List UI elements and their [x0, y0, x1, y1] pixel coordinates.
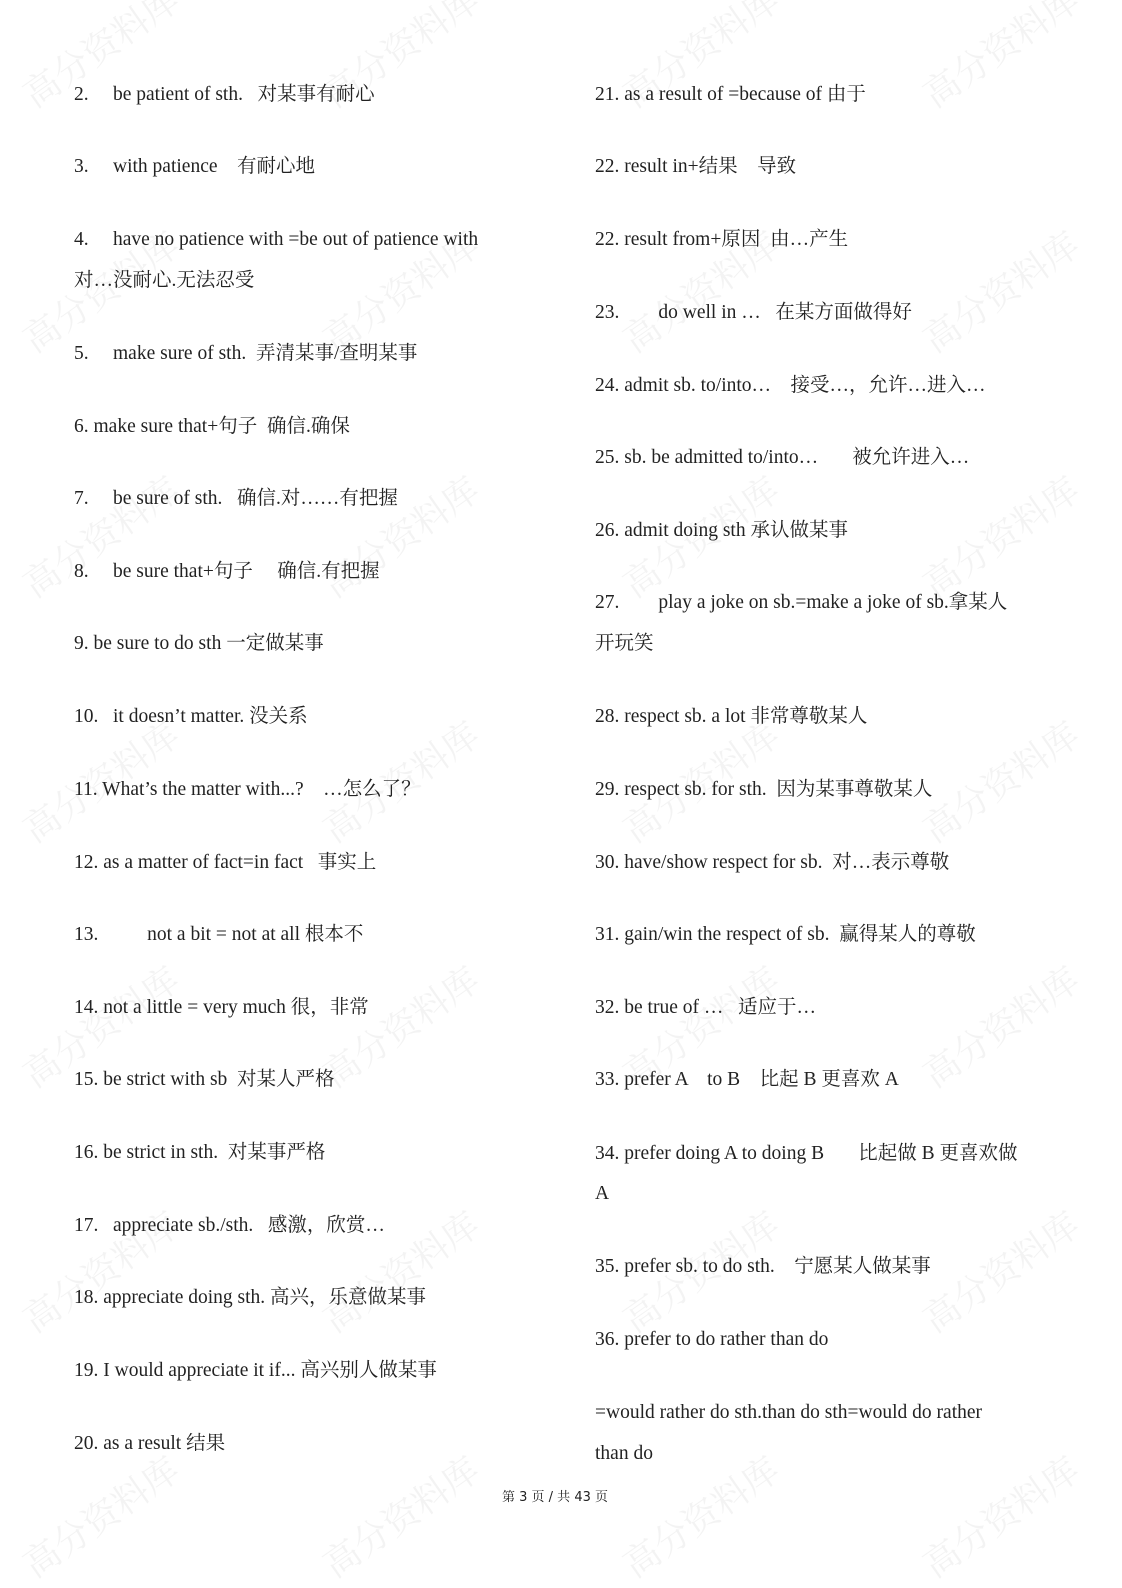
- phrase-line: 对…没耐心.无法忍受: [74, 270, 255, 291]
- phrase-line: 34. prefer doing A to doing B 比起做 B 更喜欢做: [595, 1143, 1018, 1164]
- phrase-line: 5. make sure of sth. 弄清某事/查明某事: [74, 343, 418, 364]
- phrase-line: 21. as a result of =because of 由于: [595, 84, 866, 105]
- phrase-line: 27. play a joke on sb.=make a joke of sb.拿某人: [595, 592, 1008, 613]
- watermark-text: [312, 953, 489, 1098]
- phrase-line: 19. I would appreciate it if... 高兴别人做某事: [74, 1360, 437, 1381]
- phrase-line: 15. be strict with sb 对某人严格: [74, 1069, 335, 1090]
- watermark-text: [912, 953, 1089, 1098]
- watermark-text: [912, 463, 1089, 608]
- page-footer: 第 3 页 / 共 43 页: [502, 1490, 608, 1505]
- phrase-line: 11. What’s the matter with...? …怎么了？: [74, 779, 421, 800]
- phrase-line: 10. it doesn’t matter. 没关系: [74, 706, 308, 727]
- phrase-line: 18. appreciate doing sth. 高兴，乐意做某事: [74, 1287, 427, 1308]
- phrase-line: 2. be patient of sth. 对某事有耐心: [74, 84, 375, 105]
- phrase-line: than do: [595, 1443, 653, 1464]
- phrase-line: 12. as a matter of fact=in fact 事实上: [74, 852, 377, 873]
- watermark-text: [12, 1443, 189, 1588]
- phrase-line: 20. as a result 结果: [74, 1433, 226, 1454]
- phrase-line: A: [595, 1183, 610, 1204]
- phrase-line: 4. have no patience with =be out of patience with: [74, 229, 479, 250]
- phrase-line: =would rather do sth.than do sth=would do rather: [595, 1402, 983, 1423]
- phrase-line: 28. respect sb. a lot 非常尊敬某人: [595, 706, 868, 727]
- phrase-line: 17. appreciate sb./sth. 感激，欣赏…: [74, 1215, 385, 1236]
- phrase-line: 24. admit sb. to/into… 接受…，允许…进入…: [595, 375, 986, 396]
- phrase-line: 16. be strict in sth. 对某事严格: [74, 1142, 326, 1163]
- phrase-line: 33. prefer A to B 比起 B 更喜欢 A: [595, 1069, 899, 1090]
- phrase-line: 29. respect sb. for sth. 因为某事尊敬某人: [595, 779, 933, 800]
- phrase-line: 35. prefer sb. to do sth. 宁愿某人做某事: [595, 1256, 931, 1277]
- watermark-text: [912, 1198, 1089, 1343]
- phrase-line: 22. result from+原因 由…产生: [595, 229, 849, 250]
- phrase-line: 36. prefer to do rather than do: [595, 1329, 829, 1350]
- phrase-line: 25. sb. be admitted to/into… 被允许进入…: [595, 447, 970, 468]
- phrase-line: 26. admit doing sth 承认做某事: [595, 520, 848, 541]
- phrase-line: 30. have/show respect for sb. 对…表示尊敬: [595, 852, 950, 873]
- phrase-line: 22. result in+结果 导致: [595, 156, 797, 177]
- watermark-text: [912, 218, 1089, 363]
- phrase-line: 8. be sure that+句子 确信.有把握: [74, 561, 380, 582]
- watermark-text: [312, 463, 489, 608]
- watermark-text: [912, 0, 1089, 118]
- phrase-line: 13. not a bit = not at all 根本不: [74, 924, 364, 945]
- phrase-line: 3. with patience 有耐心地: [74, 156, 315, 177]
- watermark-text: [12, 463, 189, 608]
- watermark-text: [312, 1443, 489, 1588]
- watermark-text: [912, 1443, 1089, 1588]
- phrase-line: 14. not a little = very much 很，非常: [74, 997, 369, 1018]
- phrase-line: 23. do well in … 在某方面做得好: [595, 302, 912, 323]
- phrase-line: 6. make sure that+句子 确信.确保: [74, 416, 350, 437]
- phrase-line: 32. be true of … 适应于…: [595, 997, 816, 1018]
- phrase-line: 31. gain/win the respect of sb. 赢得某人的尊敬: [595, 924, 976, 945]
- phrase-line: 9. be sure to do sth 一定做某事: [74, 633, 324, 654]
- watermark-text: [912, 708, 1089, 853]
- phrase-line: 7. be sure of sth. 确信.对……有把握: [74, 488, 398, 509]
- phrase-line: 开玩笑: [595, 633, 654, 654]
